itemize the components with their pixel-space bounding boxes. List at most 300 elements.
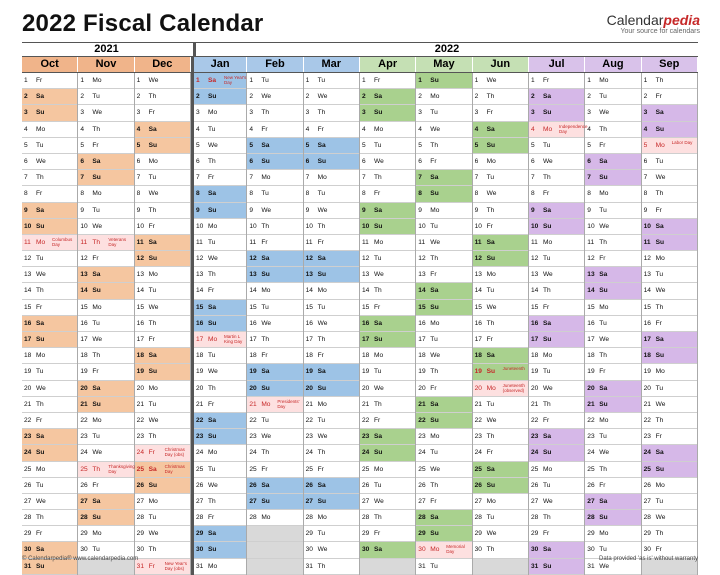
day-cell[interactable] [529,397,584,413]
day-cell[interactable] [416,332,471,348]
day-cell[interactable] [360,510,415,526]
day-cell[interactable] [416,203,471,219]
day-cell[interactable] [529,300,584,316]
day-cell[interactable] [247,494,302,510]
day-cell[interactable] [78,283,133,299]
day-cell[interactable] [473,413,528,429]
day-cell[interactable] [22,316,77,332]
day-cell[interactable] [529,267,584,283]
day-cell[interactable] [529,413,584,429]
day-cell[interactable] [135,332,190,348]
day-cell[interactable] [304,332,359,348]
day-cell[interactable] [416,494,471,510]
day-cell[interactable] [22,494,77,510]
day-cell[interactable] [135,138,190,154]
day-cell[interactable] [416,122,471,138]
day-cell[interactable] [247,89,302,105]
day-cell[interactable] [194,348,246,364]
day-cell[interactable] [135,219,190,235]
day-cell[interactable] [194,364,246,380]
day-cell[interactable] [194,73,246,89]
day-cell[interactable] [585,526,640,542]
day-cell[interactable] [585,397,640,413]
day-cell[interactable] [529,154,584,170]
day-cell[interactable] [360,332,415,348]
day-cell[interactable] [642,332,697,348]
day-cell[interactable] [642,186,697,202]
day-cell[interactable] [360,251,415,267]
day-cell[interactable] [247,332,302,348]
day-cell[interactable] [642,462,697,478]
day-cell[interactable] [304,526,359,542]
day-cell[interactable] [529,203,584,219]
day-cell[interactable] [360,89,415,105]
day-cell[interactable] [529,122,588,138]
day-cell[interactable] [360,170,415,186]
day-cell[interactable] [585,138,640,154]
day-cell[interactable] [642,138,697,154]
day-cell[interactable] [78,138,133,154]
day-cell[interactable] [360,300,415,316]
day-cell[interactable] [22,397,77,413]
day-cell[interactable] [642,381,697,397]
day-cell[interactable] [360,316,415,332]
day-cell[interactable] [416,445,471,461]
day-cell[interactable] [642,397,697,413]
day-cell[interactable] [585,251,640,267]
day-cell[interactable] [585,89,640,105]
day-cell[interactable] [194,445,246,461]
day-cell[interactable] [473,510,528,526]
day-cell[interactable] [529,283,584,299]
day-cell[interactable] [135,381,190,397]
day-cell[interactable] [360,73,415,89]
day-cell[interactable] [247,105,302,121]
day-cell[interactable] [529,478,584,494]
day-cell[interactable] [360,348,415,364]
day-cell[interactable] [247,122,302,138]
day-cell[interactable] [473,316,528,332]
day-cell[interactable] [194,526,246,542]
day-cell[interactable] [304,105,359,121]
day-cell[interactable] [304,462,359,478]
day-cell[interactable] [642,89,697,105]
day-cell[interactable] [529,170,584,186]
day-cell[interactable] [360,364,415,380]
day-cell[interactable] [360,445,415,461]
day-cell[interactable] [247,203,302,219]
day-cell[interactable] [304,73,359,89]
day-cell[interactable] [473,122,528,138]
day-cell[interactable] [473,186,528,202]
day-cell[interactable] [304,219,359,235]
day-cell[interactable] [416,267,471,283]
day-cell[interactable] [473,300,528,316]
day-cell[interactable] [416,429,471,445]
day-cell[interactable] [247,138,302,154]
day-cell[interactable] [642,478,697,494]
day-cell[interactable] [304,413,359,429]
day-cell[interactable] [78,186,133,202]
day-cell[interactable] [22,348,77,364]
day-cell[interactable] [585,235,640,251]
day-cell[interactable] [135,510,190,526]
day-cell[interactable] [304,510,359,526]
day-cell[interactable] [22,526,77,542]
day-cell[interactable] [416,300,471,316]
day-cell[interactable] [78,332,133,348]
day-cell[interactable] [304,429,359,445]
day-cell[interactable] [247,235,302,251]
day-cell[interactable] [529,138,584,154]
day-cell[interactable] [585,494,640,510]
day-cell[interactable] [22,219,77,235]
day-cell[interactable] [416,462,471,478]
day-cell[interactable] [22,73,77,89]
day-cell[interactable] [194,186,246,202]
day-cell[interactable] [135,251,190,267]
day-cell[interactable] [78,300,133,316]
day-cell[interactable] [78,267,133,283]
day-cell[interactable] [529,235,584,251]
day-cell[interactable] [473,138,528,154]
day-cell[interactable] [585,267,640,283]
day-cell[interactable] [416,138,471,154]
day-cell[interactable] [78,73,133,89]
day-cell[interactable] [360,186,415,202]
day-cell[interactable] [360,429,415,445]
day-cell[interactable] [585,283,640,299]
day-cell[interactable] [78,526,133,542]
day-cell[interactable] [247,478,302,494]
day-cell[interactable] [529,332,584,348]
day-cell[interactable] [585,73,640,89]
day-cell[interactable] [247,429,302,445]
day-cell[interactable] [247,73,302,89]
day-cell[interactable] [135,170,190,186]
day-cell[interactable] [360,381,415,397]
day-cell[interactable] [247,170,302,186]
day-cell[interactable] [135,445,190,461]
day-cell[interactable] [304,89,359,105]
day-cell[interactable] [135,267,190,283]
day-cell[interactable] [247,251,302,267]
day-cell[interactable] [194,267,246,283]
day-cell[interactable] [22,122,77,138]
day-cell[interactable] [194,413,246,429]
day-cell[interactable] [585,429,640,445]
day-cell[interactable] [78,429,133,445]
day-cell[interactable] [135,413,190,429]
day-cell[interactable] [529,219,584,235]
day-cell[interactable] [247,219,302,235]
day-cell[interactable] [473,364,528,380]
day-cell[interactable] [304,348,359,364]
day-cell[interactable] [135,397,190,413]
day-cell[interactable] [194,235,246,251]
day-cell[interactable] [78,154,133,170]
day-cell[interactable] [642,316,697,332]
day-cell[interactable] [416,154,471,170]
day-cell[interactable] [360,526,415,542]
day-cell[interactable] [416,478,471,494]
day-cell[interactable] [135,235,190,251]
day-cell[interactable] [22,381,77,397]
day-cell[interactable] [135,122,190,138]
day-cell[interactable] [78,170,133,186]
day-cell[interactable] [529,186,584,202]
day-cell[interactable] [304,154,359,170]
day-cell[interactable] [78,105,133,121]
day-cell[interactable] [78,413,133,429]
day-cell[interactable] [416,186,471,202]
day-cell[interactable] [135,105,190,121]
day-cell[interactable] [416,235,471,251]
day-cell[interactable] [416,316,471,332]
day-cell[interactable] [473,105,528,121]
day-cell[interactable] [529,494,584,510]
day-cell[interactable] [529,89,584,105]
day-cell[interactable] [135,73,190,89]
day-cell[interactable] [22,235,77,251]
day-cell[interactable] [304,251,359,267]
day-cell[interactable] [360,267,415,283]
day-cell[interactable] [473,267,528,283]
day-cell[interactable] [135,203,190,219]
day-cell[interactable] [247,381,302,397]
day-cell[interactable] [135,154,190,170]
day-cell[interactable] [247,267,302,283]
day-cell[interactable] [585,462,640,478]
day-cell[interactable] [585,445,640,461]
day-cell[interactable] [22,186,77,202]
day-cell[interactable] [304,478,359,494]
day-cell[interactable] [642,170,697,186]
day-cell[interactable] [78,381,133,397]
day-cell[interactable] [78,478,133,494]
day-cell[interactable] [642,251,697,267]
day-cell[interactable] [78,251,133,267]
day-cell[interactable] [135,283,190,299]
day-cell[interactable] [135,89,190,105]
day-cell[interactable] [642,122,697,138]
day-cell[interactable] [360,462,415,478]
day-cell[interactable] [473,429,528,445]
day-cell[interactable] [22,89,77,105]
day-cell[interactable] [585,300,640,316]
day-cell[interactable] [304,494,359,510]
brand-logo[interactable] [607,12,700,35]
day-cell[interactable] [360,397,415,413]
day-cell[interactable] [22,105,77,121]
day-cell[interactable] [360,235,415,251]
day-cell[interactable] [22,170,77,186]
day-cell[interactable] [194,316,246,332]
day-cell[interactable] [642,300,697,316]
day-cell[interactable] [473,203,528,219]
day-cell[interactable] [22,154,77,170]
day-cell[interactable] [304,138,359,154]
day-cell[interactable] [473,526,528,542]
day-cell[interactable] [416,381,471,397]
day-cell[interactable] [194,494,246,510]
day-cell[interactable] [416,526,471,542]
day-cell[interactable] [78,494,133,510]
day-cell[interactable] [247,413,302,429]
day-cell[interactable] [304,170,359,186]
day-cell[interactable] [194,462,246,478]
day-cell[interactable] [135,348,190,364]
day-cell[interactable] [194,219,246,235]
day-cell[interactable] [642,203,697,219]
day-cell[interactable] [585,364,640,380]
day-cell[interactable] [416,73,471,89]
day-cell[interactable] [360,122,415,138]
day-cell[interactable] [585,219,640,235]
day-cell[interactable] [22,478,77,494]
day-cell[interactable] [585,105,640,121]
day-cell[interactable] [473,251,528,267]
day-cell[interactable] [304,122,359,138]
day-cell[interactable] [247,283,302,299]
day-cell[interactable] [135,478,190,494]
day-cell[interactable] [78,235,133,251]
day-cell[interactable] [304,381,359,397]
day-cell[interactable] [473,154,528,170]
day-cell[interactable] [22,429,77,445]
day-cell[interactable] [473,445,528,461]
day-cell[interactable] [642,429,697,445]
day-cell[interactable] [416,397,471,413]
day-cell[interactable] [585,316,640,332]
day-cell[interactable] [194,397,246,413]
day-cell[interactable] [78,316,133,332]
day-cell[interactable] [247,300,302,316]
day-cell[interactable] [22,138,77,154]
day-cell[interactable] [473,397,528,413]
day-cell[interactable] [416,170,471,186]
day-cell[interactable] [585,122,640,138]
day-cell[interactable] [22,510,77,526]
day-cell[interactable] [473,73,528,89]
day-cell[interactable] [22,413,77,429]
day-cell[interactable] [194,251,246,267]
day-cell[interactable] [135,300,190,316]
day-cell[interactable] [642,105,697,121]
day-cell[interactable] [360,494,415,510]
day-cell[interactable] [78,510,133,526]
day-cell[interactable] [194,89,246,105]
day-cell[interactable] [642,445,697,461]
day-cell[interactable] [360,154,415,170]
day-cell[interactable] [135,364,190,380]
day-cell[interactable] [642,283,697,299]
day-cell[interactable] [247,397,302,413]
day-cell[interactable] [642,219,697,235]
day-cell[interactable] [360,105,415,121]
day-cell[interactable] [529,251,584,267]
day-cell[interactable] [194,332,246,348]
day-cell[interactable] [247,510,302,526]
day-cell[interactable] [135,526,190,542]
day-cell[interactable] [642,235,697,251]
day-cell[interactable] [78,364,133,380]
day-cell[interactable] [585,170,640,186]
day-cell[interactable] [194,510,246,526]
day-cell[interactable] [194,170,246,186]
day-cell[interactable] [247,462,302,478]
day-cell[interactable] [135,462,190,478]
day-cell[interactable] [642,73,697,89]
day-cell[interactable] [135,316,190,332]
day-cell[interactable] [585,186,640,202]
day-cell[interactable] [585,478,640,494]
day-cell[interactable] [416,89,471,105]
day-cell[interactable] [642,413,697,429]
day-cell[interactable] [585,332,640,348]
day-cell[interactable] [529,73,584,89]
day-cell[interactable] [642,526,697,542]
day-cell[interactable] [642,510,697,526]
day-cell[interactable] [473,478,528,494]
day-cell[interactable] [642,364,697,380]
day-cell[interactable] [473,235,528,251]
day-cell[interactable] [529,364,584,380]
day-cell[interactable] [360,478,415,494]
day-cell[interactable] [473,219,528,235]
day-cell[interactable] [78,219,133,235]
day-cell[interactable] [529,462,584,478]
day-cell[interactable] [22,283,77,299]
day-cell[interactable] [304,235,359,251]
day-cell[interactable] [416,251,471,267]
day-cell[interactable] [22,332,77,348]
day-cell[interactable] [360,219,415,235]
day-cell[interactable] [360,283,415,299]
day-cell[interactable] [416,283,471,299]
day-cell[interactable] [304,397,359,413]
day-cell[interactable] [416,219,471,235]
day-cell[interactable] [529,510,584,526]
day-cell[interactable] [194,283,246,299]
day-cell[interactable] [78,203,133,219]
day-cell[interactable] [304,203,359,219]
day-cell[interactable] [473,283,528,299]
day-cell[interactable] [416,364,471,380]
day-cell[interactable] [194,203,246,219]
day-cell[interactable] [304,364,359,380]
day-cell[interactable] [473,494,528,510]
day-cell[interactable] [416,105,471,121]
day-cell[interactable] [78,348,133,364]
day-cell[interactable] [473,381,528,397]
day-cell[interactable] [135,494,190,510]
day-cell[interactable] [473,462,528,478]
day-cell[interactable] [304,300,359,316]
day-cell[interactable] [78,89,133,105]
day-cell[interactable] [585,154,640,170]
day-cell[interactable] [473,170,528,186]
day-cell[interactable] [247,316,302,332]
day-cell[interactable] [529,445,584,461]
day-cell[interactable] [585,510,640,526]
day-cell[interactable] [247,154,302,170]
day-cell[interactable] [78,462,133,478]
day-cell[interactable] [22,364,77,380]
day-cell[interactable] [194,381,246,397]
day-cell[interactable] [473,348,528,364]
day-cell[interactable] [642,494,697,510]
